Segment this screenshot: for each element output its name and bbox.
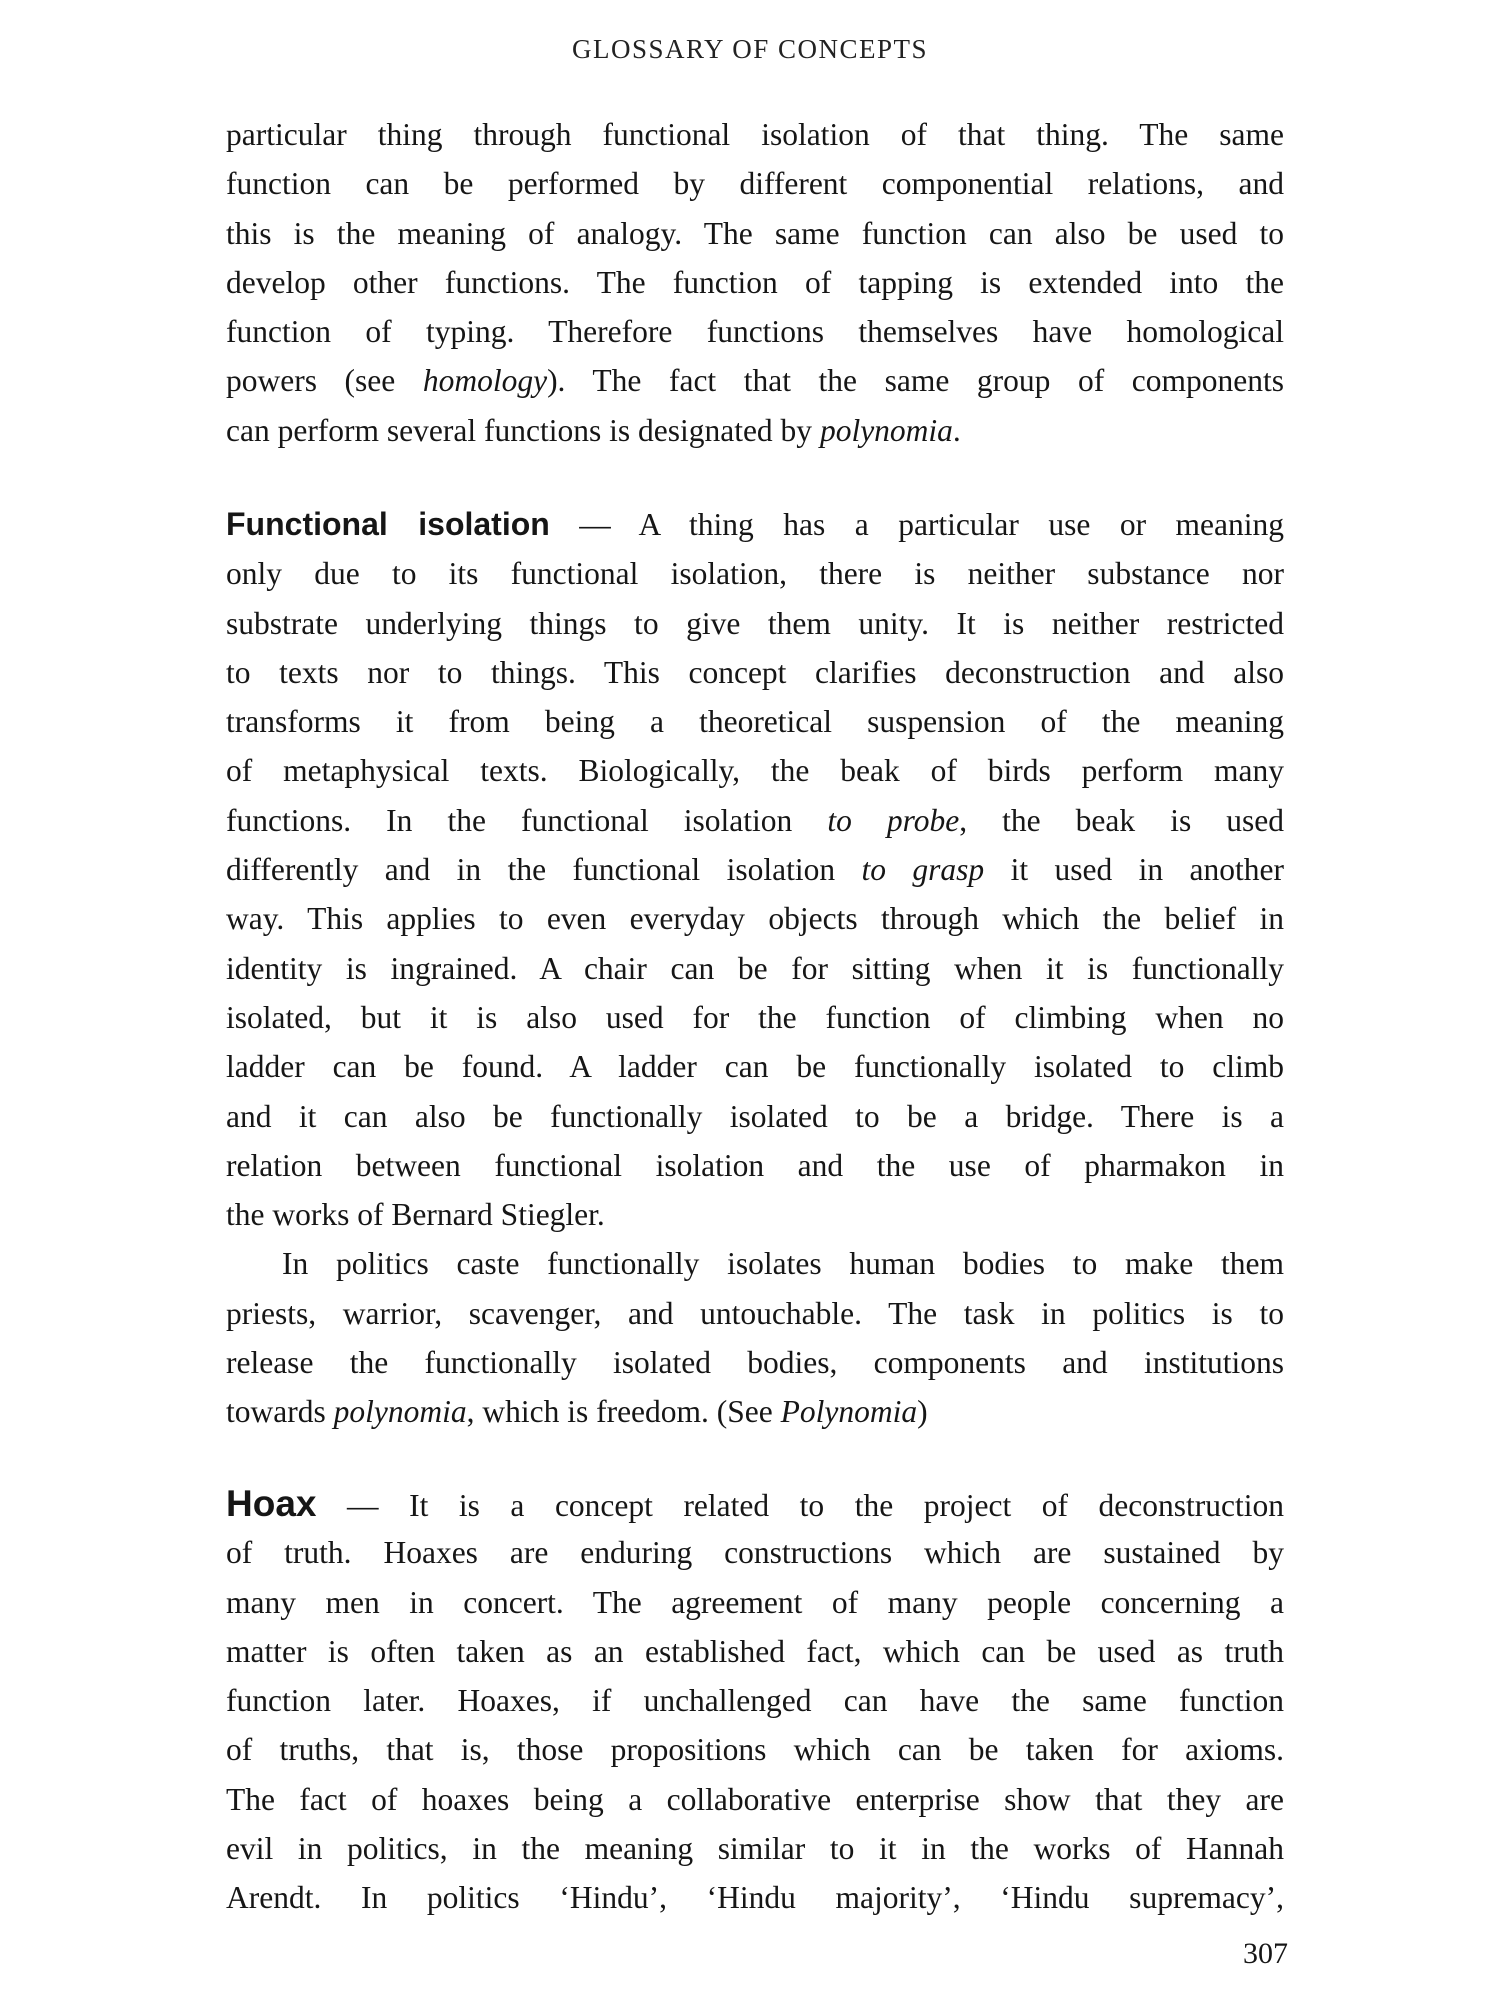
- text-line: identity is ingrained. A chair can be for sitting when it is functionally: [226, 950, 1284, 986]
- text-line: [226, 845, 1284, 894]
- text-line: many men in concert. The agreement of many people concerning a: [226, 1584, 1284, 1620]
- text-line: develop other functions. The function of tapping is extended into the: [226, 264, 1284, 300]
- glossary-entry-functional-isolation: [226, 500, 1284, 1437]
- text-line: of truth. Hoaxes are enduring constructions which are sustained by: [226, 1535, 1284, 1571]
- text-segment: , which is freedom. (See: [466, 1394, 781, 1430]
- text-line: [226, 796, 1284, 845]
- italic-phrase: to probe: [827, 802, 960, 838]
- page-number: 307: [1243, 1937, 1288, 1970]
- text-line: priests, warrior, scavenger, and untouchable. The task in politics is to: [226, 1295, 1284, 1331]
- text-segment: ): [917, 1394, 928, 1430]
- em-dash: —: [549, 507, 639, 542]
- entry-term: Hoax: [226, 1483, 317, 1524]
- text-segment: powers (see: [226, 363, 423, 399]
- text-segment: functions. In the functional isolation: [226, 802, 828, 838]
- text-line: the works of Bernard Stiegler.: [226, 1197, 605, 1233]
- text-line: and it can also be functionally isolated to be a bridge. There is a: [226, 1098, 1284, 1134]
- text-line: [226, 500, 1284, 549]
- text-segment: towards: [226, 1394, 334, 1430]
- text-line: isolated, but it is also used for the function of climbing when no: [226, 999, 1284, 1035]
- text-line: [226, 356, 1284, 405]
- text-segment: It is a concept related to the project of deconstruction: [409, 1488, 1284, 1523]
- text-segment: , the beak is used: [959, 802, 1284, 838]
- text-segment: A thing has a particular use or meaning: [638, 507, 1285, 542]
- text-segment: .: [952, 412, 961, 448]
- text-line: function can be performed by different componential relations, and: [226, 166, 1284, 202]
- text-line: particular thing through functional isolation of that thing. The same: [226, 117, 1284, 152]
- text-line: evil in politics, in the meaning similar to it in the works of Hannah: [226, 1831, 1284, 1867]
- text-line: this is the meaning of analogy. The same function can also be used to: [226, 215, 1284, 251]
- cross-reference-polynomia: Polynomia: [780, 1394, 918, 1430]
- continuation-paragraph: [226, 110, 1284, 455]
- text-segment: differently and in the functional isolation: [226, 852, 862, 888]
- text-line: transforms it from being a theoretical suspension of the meaning: [226, 704, 1284, 740]
- italic-phrase: to grasp: [861, 852, 985, 888]
- text-segment: ). The fact that the same group of components: [547, 363, 1284, 399]
- text-line: In politics caste functionally isolates human bodies to make them: [282, 1246, 1284, 1282]
- text-line: [226, 1479, 1284, 1528]
- em-dash: —: [316, 1488, 410, 1523]
- italic-term: polynomia: [333, 1394, 467, 1430]
- text-line: matter is often taken as an established fact, which can be used as truth: [226, 1633, 1284, 1669]
- entry-term: Functional isolation: [226, 506, 550, 542]
- text-line: substrate underlying things to give them unity. It is neither restricted: [226, 605, 1284, 641]
- text-line: Arendt. In politics ‘Hindu’, ‘Hindu majority’, ‘Hindu supremacy’,: [226, 1880, 1284, 1916]
- text-line: function of typing. Therefore functions themselves have homological: [226, 314, 1284, 350]
- cross-reference-polynomia: polynomia: [819, 412, 953, 448]
- text-segment: it used in another: [984, 852, 1284, 888]
- text-line: ladder can be found. A ladder can be functionally isolated to climb: [226, 1049, 1284, 1085]
- text-line: to texts nor to things. This concept clarifies deconstruction and also: [226, 654, 1284, 690]
- text-line: relation between functional isolation and the use of pharmakon in: [226, 1147, 1284, 1183]
- text-line: release the functionally isolated bodies, components and institutions: [226, 1345, 1284, 1381]
- running-head: GLOSSARY OF CONCEPTS: [571, 34, 929, 64]
- cross-reference-homology: homology: [422, 363, 548, 399]
- text-line: [226, 1387, 1284, 1436]
- text-line: [226, 406, 1284, 455]
- text-line: function later. Hoaxes, if unchallenged can have the same function: [226, 1683, 1284, 1719]
- text-line: only due to its functional isolation, there is neither substance nor: [226, 556, 1284, 592]
- text-line: of truths, that is, those propositions which can be taken for axioms.: [226, 1732, 1284, 1768]
- text-line: The fact of hoaxes being a collaborative enterprise show that they are: [226, 1781, 1284, 1817]
- text-line: way. This applies to even everyday objects through which the belief in: [226, 901, 1284, 937]
- glossary-entry-hoax: [226, 1479, 1284, 1923]
- text-segment: can perform several functions is designated by: [226, 412, 820, 448]
- text-line: of metaphysical texts. Biologically, the beak of birds perform many: [226, 753, 1284, 789]
